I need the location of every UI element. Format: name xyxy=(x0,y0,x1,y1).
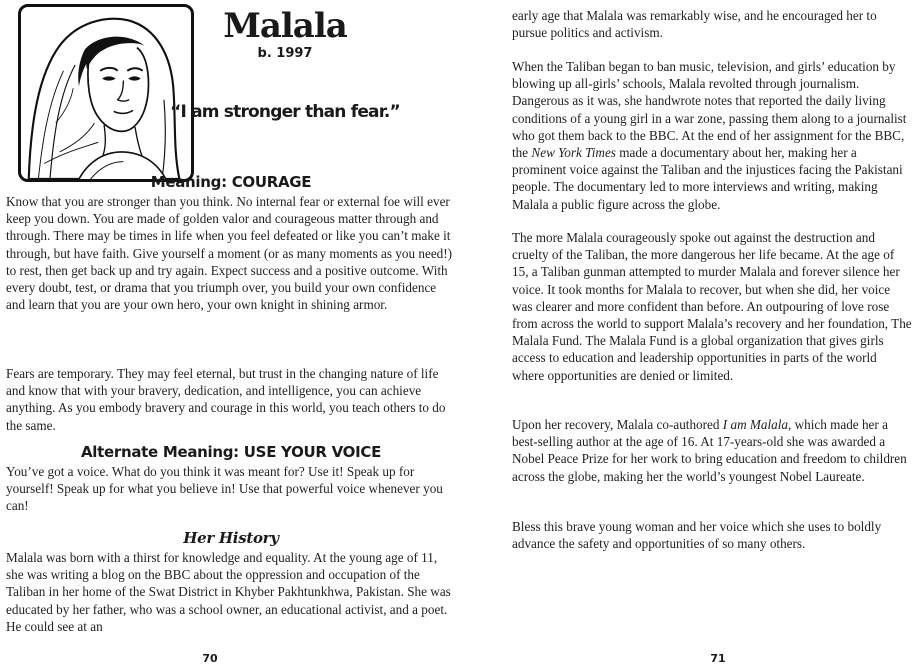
recovery-text-a: Upon her recovery, Malala co-authored xyxy=(512,417,723,432)
meaning-heading: Meaning: COURAGE xyxy=(150,173,312,191)
recovery-text-b: , which made her a best-selling author at the age of 16. At 17-years-old she was awarded a Nobel Peace Prize for her work to bring education and freedom to children across the globe, making her the world’s youngest Nobel Laureate. xyxy=(512,417,907,484)
alternate-meaning-heading: Alternate Meaning: USE YOUR VOICE xyxy=(80,443,382,461)
portrait-illustration xyxy=(18,4,194,182)
history-continued-paragraph: early age that Malala was remarkably wise, and he encouraged her to pursue politics and activism. xyxy=(512,8,877,41)
page-number-left: 70 xyxy=(202,652,218,665)
meaning-paragraph-1: Know that you are stronger than you think. No internal fear or external foe will ever keep you down. You are made of golden valor and courageous matter through and through. There may be times in life when you feel defeated or like you can’t make it through, but have faith. Give yourself a moment (or as many moments as you need!) to rest, then get back up and try again. Expect success and a positive outcome. With every doubt, test, or drama that you triumph over, you build your own confidence and learn that you are your own hero, your own knight in shining armor. xyxy=(6,194,453,313)
portrait-drawing xyxy=(21,7,191,179)
alternate-meaning-paragraph: You’ve got a voice. What do you think it was meant for? Use it! Speak up for yourself! Speak up for what you believe in! Use that powerful voice whenever you can! xyxy=(6,464,443,514)
journalism-paragraph xyxy=(512,58,912,213)
attack-paragraph: The more Malala courageously spoke out against the destruction and cruelty of the Taliban, the more dangerous her life became. At the age of 15, a Taliban gunman attempted to murder Malala and forever silence her voice. It took months for Malala to recover, but when she did, her voice was clearer and more confident than before. An outpouring of love rose from across the world to support Malala’s recovery and her foundation, The Malala Fund. The Malala Fund is a global organization that gives girls access to education and leadership opportunities in parts of the world where opportunities are denied or limited. xyxy=(512,230,912,383)
blessing-paragraph: Bless this brave young woman and her voice which she uses to boldly advance the safety and opportunities of so many others. xyxy=(512,519,882,552)
quote: “I am stronger than fear.” xyxy=(170,102,400,122)
history-paragraph: Malala was born with a thirst for knowledge and equality. At the young age of 11, she was writing a blog on the BBC about the oppression and occupation of the Taliban in her home of the Swat District in Khyber Pakhtunkhwa, Pakistan. She was educated by her father, who was a school owner, an educational activist, and a poet. He could see at an xyxy=(6,550,451,634)
birth-year: b. 1997 xyxy=(257,46,313,61)
newspaper-title: New York Times xyxy=(531,145,616,161)
page-number-right: 71 xyxy=(710,652,726,665)
history-heading: Her History xyxy=(183,529,279,547)
subject-name: Malala xyxy=(223,6,347,46)
meaning-paragraph-2: Fears are temporary. They may feel eternal, but trust in the changing nature of life and know that with your bravery, dedication, and intelligence, you can achieve anything. As you embody bravery and courage in this world, you teach others to do the same. xyxy=(6,366,446,433)
right-page xyxy=(460,0,920,669)
journalism-text-a: When the Taliban began to ban music, television, and girls’ education by blowing up all-girls’ schools, Malala revolted through journalism. Dangerous as it was, she handwrote notes that reported the daily living conditions of a young girl in a war zone, passing them along to a journalist who got them back to the BBC. At the end of her assignment for the BBC, the xyxy=(512,59,907,161)
recovery-paragraph xyxy=(512,416,912,485)
book-title: I am Malala xyxy=(722,417,788,432)
journalism-text-b: made a documentary about her, making her a prominent voice against the Taliban and the injustices facing the Pakistani people. The documentary led to more interviews and writing, making Malala a public figure across the globe. xyxy=(512,145,903,212)
